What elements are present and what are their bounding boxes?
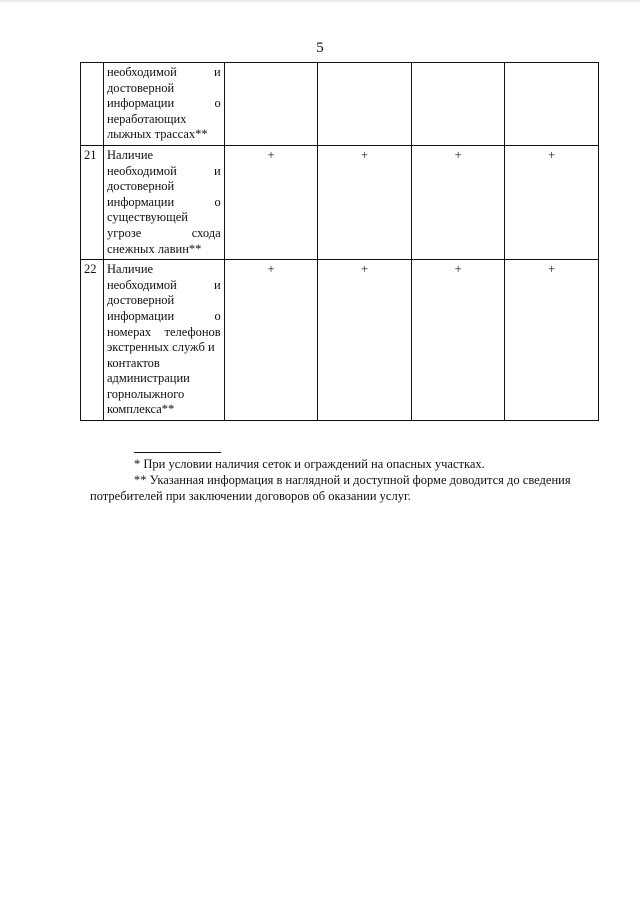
description-text: существующей bbox=[106, 210, 188, 225]
description-line bbox=[107, 210, 221, 226]
footnote-2 bbox=[90, 472, 598, 504]
description-line bbox=[107, 127, 221, 143]
description-text: неработающих bbox=[106, 111, 187, 126]
footnote-separator bbox=[134, 452, 221, 453]
mark-cell: + bbox=[505, 145, 599, 259]
description-text-end: схода bbox=[191, 225, 221, 240]
mark-cell: + bbox=[411, 260, 505, 421]
description-text: снежных лавин** bbox=[106, 241, 202, 256]
mark-cell bbox=[411, 63, 505, 146]
description-text: Наличие bbox=[106, 262, 154, 277]
description-text-end: телефонов bbox=[164, 324, 221, 339]
description-line bbox=[107, 195, 221, 211]
description-text: контактов bbox=[106, 355, 160, 370]
description-text: достоверной bbox=[106, 80, 175, 95]
row-number: 21 bbox=[81, 145, 104, 259]
description-line bbox=[107, 148, 221, 164]
footnote-2-start: ** Указанная информация в наглядной и доступной форме доводится до сведения bbox=[134, 473, 571, 487]
description-text: необходимой bbox=[106, 65, 177, 79]
description-text: достоверной bbox=[106, 179, 175, 194]
table-body bbox=[81, 63, 599, 421]
description-text-end: о bbox=[214, 308, 221, 323]
mark-cell bbox=[505, 63, 599, 146]
description-text: необходимой bbox=[106, 277, 177, 292]
row-description bbox=[103, 63, 224, 146]
footnotes bbox=[90, 452, 598, 504]
table-row bbox=[81, 145, 599, 259]
description-text: информации bbox=[106, 308, 175, 323]
description-line bbox=[107, 340, 221, 356]
description-line bbox=[107, 226, 221, 242]
description-line bbox=[107, 356, 221, 372]
description-text-end: о bbox=[214, 96, 221, 111]
description-text: информации bbox=[106, 194, 175, 209]
description-text-end: о bbox=[214, 194, 221, 209]
description-line bbox=[107, 262, 221, 278]
description-text: необходимой bbox=[106, 163, 177, 178]
description-text-end: и bbox=[213, 277, 221, 292]
description-line bbox=[107, 325, 221, 341]
mark-cell: + bbox=[224, 145, 318, 259]
description-line bbox=[107, 96, 221, 112]
row-description bbox=[103, 145, 224, 259]
mark-cell: + bbox=[318, 145, 412, 259]
row-number bbox=[81, 63, 104, 146]
description-line bbox=[107, 371, 221, 387]
mark-cell: + bbox=[505, 260, 599, 421]
description-line bbox=[107, 112, 221, 128]
description-text: угрозе bbox=[106, 225, 142, 240]
description-line bbox=[107, 179, 221, 195]
description-text: горнолыжного bbox=[106, 386, 185, 401]
description-line bbox=[107, 278, 221, 294]
row-number: 22 bbox=[81, 260, 104, 421]
description-line bbox=[107, 387, 221, 403]
mark-cell: + bbox=[411, 145, 505, 259]
page-number: 5 bbox=[316, 40, 324, 56]
row-description bbox=[103, 260, 224, 421]
mark-cell: + bbox=[318, 260, 412, 421]
footnote-1: * При условии наличия сеток и ограждений на опасных участках. bbox=[134, 457, 485, 471]
scan-edge bbox=[0, 0, 640, 2]
description-line bbox=[107, 402, 221, 418]
mark-cell: + bbox=[224, 260, 318, 421]
description-text-end: и bbox=[213, 65, 221, 79]
description-line bbox=[107, 81, 221, 97]
mark-cell bbox=[318, 63, 412, 146]
requirements-table bbox=[80, 62, 599, 421]
description-text: Наличие bbox=[106, 147, 154, 162]
description-text: экстренных служб и bbox=[106, 340, 215, 355]
description-text-end: и bbox=[213, 163, 221, 178]
description-text: лыжных трассах** bbox=[106, 127, 208, 142]
description-text: комплекса** bbox=[106, 402, 175, 417]
table-row bbox=[81, 63, 599, 146]
footnote-2-end: потребителей при заключении договоров об оказании услуг. bbox=[90, 489, 411, 503]
table-row bbox=[81, 260, 599, 421]
description-line bbox=[107, 309, 221, 325]
description-text: номерах bbox=[106, 324, 152, 339]
description-line bbox=[107, 242, 221, 258]
description-text: достоверной bbox=[106, 293, 175, 308]
description-text: информации bbox=[106, 96, 175, 111]
description-line bbox=[107, 65, 221, 81]
mark-cell bbox=[224, 63, 318, 146]
description-line bbox=[107, 164, 221, 180]
description-line bbox=[107, 293, 221, 309]
description-text: администрации bbox=[106, 371, 190, 386]
